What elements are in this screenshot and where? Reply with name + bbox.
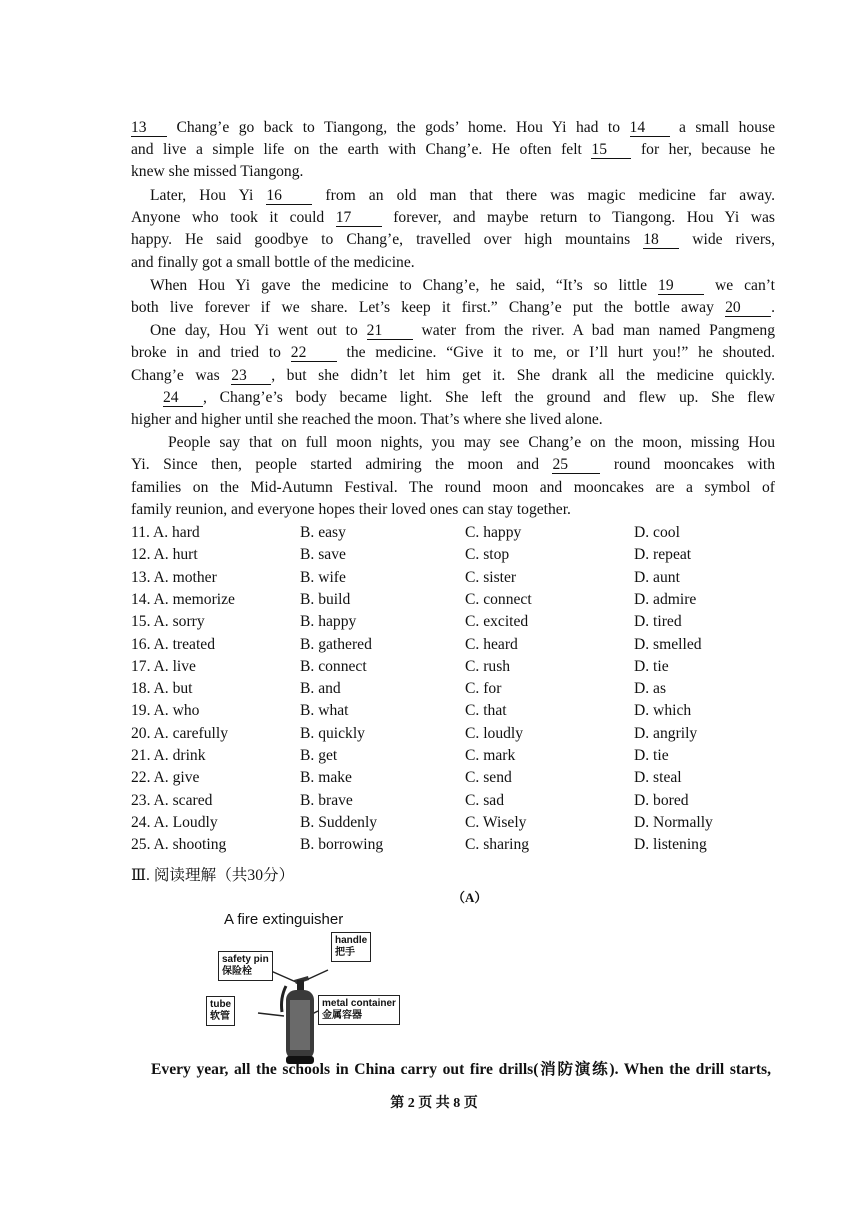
blank-16: 16 [266,187,312,205]
option-20-a: 20. A. carefully [131,724,228,742]
label-tube: tube 软管 [206,996,235,1026]
passage-text-run: Chang’e was [131,367,232,384]
passage-line [163,388,775,408]
label-metal-container: metal container 金属容器 [318,995,400,1025]
option-17-d: D. tie [634,657,669,675]
blank-18: 18 [643,231,679,249]
blank-14: 14 [630,119,670,137]
passage-text-run: Later, Hou Yi [150,187,267,204]
label-safety-pin: safety pin 保险栓 [218,951,273,981]
option-23-d: D. bored [634,791,689,809]
option-18-c: C. for [465,680,502,698]
option-24-d: D. Normally [634,813,713,831]
option-19-a: 19. A. who [131,702,200,720]
blank-13: 13 [131,119,167,137]
option-25-b: B. borrowing [300,836,384,854]
passage-text-run: water from the river. A bad man named Pangmeng [412,322,775,339]
option-16-d: D. smelled [634,635,702,653]
passage-line [131,478,775,498]
fire-extinguisher-illustration [196,908,416,1068]
passage-text-run: family reunion, and everyone hopes their loved ones can stay together. [131,501,571,518]
passage-line [150,321,775,341]
passage-line [150,276,775,296]
passage-line [131,366,775,386]
passage-line [131,253,415,273]
option-20-d: D. angrily [634,724,698,742]
passage-text-run: and finally got a small bottle of the medicine. [131,254,415,271]
option-11-a: 11. A. hard [131,524,200,541]
option-14-b: B. build [300,590,351,608]
option-14-a: 14. A. memorize [131,590,235,608]
passage-text-run: Yi. Since then, people started admiring the moon and [131,456,553,473]
blank-25: 25 [552,456,600,474]
blank-24: 24 [163,389,203,407]
reading-first-line: Every year, all the schools in China carry out fire drills(消防演练). When the drill starts, [151,1061,771,1078]
passage-text-run: higher and higher until she reached the moon. That’s where she lived alone. [131,411,603,428]
passage-line [150,186,775,206]
option-19-d: D. which [634,702,692,720]
option-18-b: B. and [300,680,341,698]
figure-title: A fire extinguisher [224,911,344,928]
option-21-a: 21. A. drink [131,747,206,764]
blank-22: 22 [291,344,337,362]
option-23-a: 23. A. scared [131,791,213,809]
passage-text-run: , but she didn’t let him get it. She drank all the medicine quickly. [271,367,775,384]
passage-text-run: . [771,299,775,316]
passage-text-run: a small house [669,119,775,136]
passage-text-run: from an old man that there was magic medicine far away. [312,187,775,204]
option-12-d: D. repeat [634,546,692,564]
label-handle: handle 把手 [331,932,371,962]
passage-text-run: broke in and tried to [131,344,291,361]
option-25-c: C. sharing [465,836,530,854]
passage-text-run: wide rivers, [679,231,775,248]
option-16-c: C. heard [465,635,518,653]
subsection-label: （A） [452,890,488,905]
option-21-d: D. tie [634,747,669,764]
passage-line [131,230,775,250]
passage-text-run: Anyone who took it could [131,209,336,226]
option-24-a: 24. A. Loudly [131,813,218,831]
passage-text-run: families on the Mid-Autumn Festival. The round moon and mooncakes are a symbol of [131,479,775,496]
option-15-d: D. tired [634,613,682,631]
option-15-b: B. happy [300,613,357,631]
passage-line [168,433,775,453]
passage-text-run: forever, and maybe return to Tiangong. Hou Yi was [381,209,775,226]
passage-line [131,162,303,182]
passage-line [131,140,775,160]
option-18-d: D. as [634,680,667,698]
option-12-c: C. stop [465,546,510,564]
option-13-c: C. sister [465,568,517,586]
option-14-c: C. connect [465,590,532,608]
passage-line [131,410,603,430]
passage-text-run: round mooncakes with [600,456,776,473]
option-20-c: C. loudly [465,724,524,742]
option-19-c: C. that [465,702,507,720]
option-13-b: B. wife [300,568,346,586]
option-20-b: B. quickly [300,724,365,742]
option-12-a: 12. A. hurt [131,546,198,564]
option-13-d: D. aunt [634,568,680,586]
passage-text-run: happy. He said goodbye to Chang’e, travelled over high mountains [131,231,644,248]
blank-21: 21 [367,322,413,340]
passage-text-run: , Chang’e’s body became light. She left the ground and flew up. She flew [203,389,775,406]
option-16-b: B. gathered [300,635,372,653]
option-22-b: B. make [300,769,352,787]
option-11-b: B. easy [300,524,346,541]
blank-17: 17 [336,209,382,227]
option-19-b: B. what [300,702,349,720]
option-25-a: 25. A. shooting [131,836,227,854]
option-22-d: D. steal [634,769,682,787]
passage-line [131,455,775,475]
option-11-c: C. happy [465,524,522,541]
option-11-d: D. cool [634,524,680,541]
passage-text-run: we can’t [704,277,775,294]
page-footer: 第 2 页 共 8 页 [390,1096,478,1111]
option-17-b: B. connect [300,657,367,675]
passage-text-run: Chang’e go back to Tiangong, the gods’ home. Hou Yi had to [167,119,630,136]
option-18-a: 18. A. but [131,680,193,698]
option-12-b: B. save [300,546,346,564]
passage-line [131,208,775,228]
passage-line [131,298,775,318]
passage-text-run: One day, Hou Yi went out to [150,322,367,339]
blank-19: 19 [658,277,704,295]
option-17-a: 17. A. live [131,657,196,675]
passage-line [131,500,571,520]
option-16-a: 16. A. treated [131,635,216,653]
passage-text-run: both live forever if we share. Let’s keep it first.” Chang’e put the bottle away [131,299,726,316]
option-13-a: 13. A. mother [131,568,217,586]
blank-15: 15 [591,141,631,159]
option-25-d: D. listening [634,836,707,854]
blank-20: 20 [725,299,771,317]
option-21-b: B. get [300,747,338,764]
passage-text-run: People say that on full moon nights, you may see Chang’e on the moon, missing Hou [168,434,775,451]
section-heading: Ⅲ. 阅读理解（共30分） [131,867,295,884]
passage-text-run: knew she missed Tiangong. [131,163,304,180]
passage-line [131,118,775,138]
option-15-c: C. excited [465,613,529,631]
passage-text-run: the medicine. “Give it to me, or I’ll hurt you!” he shouted. [336,344,775,361]
option-21-c: C. mark [465,747,516,764]
option-15-a: 15. A. sorry [131,613,205,631]
option-17-c: C. rush [465,657,511,675]
passage-text-run: and live a simple life on the earth with Chang’e. He often felt [131,141,592,158]
passage-text-run: When Hou Yi gave the medicine to Chang’e, he said, “It’s so little [150,277,659,294]
blank-23: 23 [231,367,271,385]
option-23-b: B. brave [300,791,353,809]
option-24-b: B. Suddenly [300,813,378,831]
option-23-c: C. sad [465,791,504,809]
option-24-c: C. Wisely [465,813,527,831]
passage-line [131,343,775,363]
option-14-d: D. admire [634,590,697,608]
option-22-a: 22. A. give [131,769,200,787]
passage-text-run: for her, because he [631,141,775,158]
option-22-c: C. send [465,769,512,787]
